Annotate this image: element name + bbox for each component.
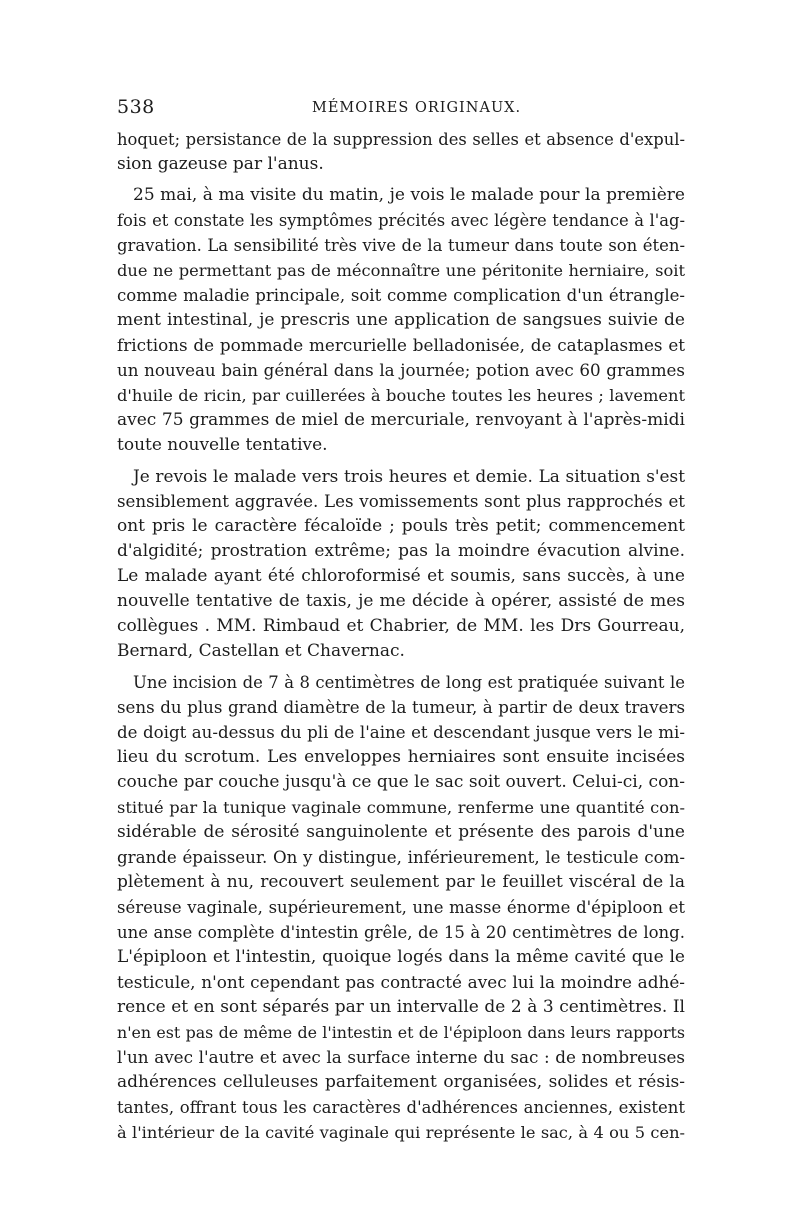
text-line: 25 mai, à ma visite du matin, je vois le malade pour la première <box>133 185 685 205</box>
page-header <box>117 96 685 126</box>
text-line: sidérable de sérosité sanguinolente et présente des parois d'une <box>117 822 685 842</box>
text-line: due ne permettant pas de méconnaître une péritonite herniaire, soit <box>117 261 685 280</box>
text-line: d'algidité; prostration extrême; pas la moindre évacution alvine. <box>117 541 685 561</box>
text-line: grande épaisseur. On y distingue, inférieurement, le testicule com- <box>117 848 685 867</box>
paragraph <box>117 127 685 177</box>
body-text <box>117 127 685 1145</box>
text-line: Une incision de 7 à 8 centimètres de long est pratiquée suivant le <box>133 673 685 692</box>
text-line: couche par couche jusqu'à ce que le sac soit ouvert. Celui-ci, con- <box>117 772 685 792</box>
text-line: L'épiploon et l'intestin, quoique logés dans la même cavité que le <box>117 947 685 967</box>
text-line: l'un avec l'autre et avec la surface interne du sac : de nombreuses <box>117 1047 685 1067</box>
text-line: adhérences celluleuses parfaitement organisées, solides et résis- <box>117 1072 685 1092</box>
text-line: un nouveau bain général dans la journée; potion avec 60 grammes <box>117 360 685 380</box>
text-line: sion gazeuse par l'anus. <box>117 154 324 174</box>
text-line: fois et constate les symptômes précités avec légère tendance à l'ag- <box>117 211 685 230</box>
text-line: n'en est pas de même de l'intestin et de l'épiploon dans leurs rapports <box>117 1023 685 1042</box>
text-line: hoquet; persistance de la suppression des selles et absence d'expul- <box>117 130 685 149</box>
text-line: Bernard, Castellan et Chavernac. <box>117 641 405 661</box>
text-line: Le malade ayant été chloroformisé et soumis, sans succès, à une <box>117 566 685 586</box>
text-line: plètement à nu, recouvert seulement par le feuillet viscéral de la <box>117 872 685 892</box>
paragraph <box>117 464 685 664</box>
text-line: Je revois le malade vers trois heures et demie. La situation s'est <box>133 466 685 486</box>
text-line: frictions de pommade mercurielle belladonisée, de cataplasmes et <box>117 335 685 355</box>
paragraph <box>117 670 685 1145</box>
text-line: séreuse vaginale, supérieurement, une masse énorme d'épiploon et <box>117 898 685 917</box>
text-line: collègues . MM. Rimbaud et Chabrier, de MM. les Drs Gourreau, <box>117 616 685 636</box>
text-line: sensiblement aggravée. Les vomissements sont plus rapprochés et <box>117 492 685 511</box>
text-line: stitué par la tunique vaginale commune, renferme une quantité con- <box>117 798 685 817</box>
text-line: nouvelle tentative de taxis, je me décide à opérer, assisté de mes <box>117 591 685 611</box>
text-line: rence et en sont séparés par un intervalle de 2 à 3 centimètres. Il <box>117 997 685 1017</box>
text-line: à l'intérieur de la cavité vaginale qui représente le sac, à 4 ou 5 cen- <box>117 1123 685 1142</box>
text-line: de doigt au-dessus du pli de l'aine et descendant jusque vers le mi- <box>117 723 685 742</box>
text-line: ont pris le caractère fécaloïde ; pouls très petit; commencement <box>117 516 685 536</box>
text-line: comme maladie principale, soit comme complication d'un étrangle- <box>117 286 685 305</box>
book-page <box>117 96 685 1151</box>
text-line: gravation. La sensibilité très vive de la tumeur dans toute son éten- <box>117 236 685 255</box>
text-line: toute nouvelle tentative. <box>117 435 328 455</box>
text-line: d'huile de ricin, par cuillerées à bouche toutes les heures ; lavement <box>117 386 685 405</box>
page-number: 538 <box>117 96 155 118</box>
text-line: ment intestinal, je prescris une application de sangsues suivie de <box>117 310 685 330</box>
text-line: testicule, n'ont cependant pas contracté avec lui la moindre adhé- <box>117 972 685 992</box>
text-line: sens du plus grand diamètre de la tumeur, à partir de deux travers <box>117 698 685 717</box>
paragraph <box>117 183 685 458</box>
text-line: lieu du scrotum. Les enveloppes herniaires sont ensuite incisées <box>117 747 685 767</box>
text-line: une anse complète d'intestin grêle, de 15 à 20 centimètres de long. <box>117 923 685 942</box>
running-title: MÉMOIRES ORIGINAUX. <box>312 100 522 116</box>
text-line: avec 75 grammes de miel de mercuriale, renvoyant à l'après-midi <box>117 410 685 430</box>
text-line: tantes, offrant tous les caractères d'adhérences anciennes, existent <box>117 1098 685 1117</box>
